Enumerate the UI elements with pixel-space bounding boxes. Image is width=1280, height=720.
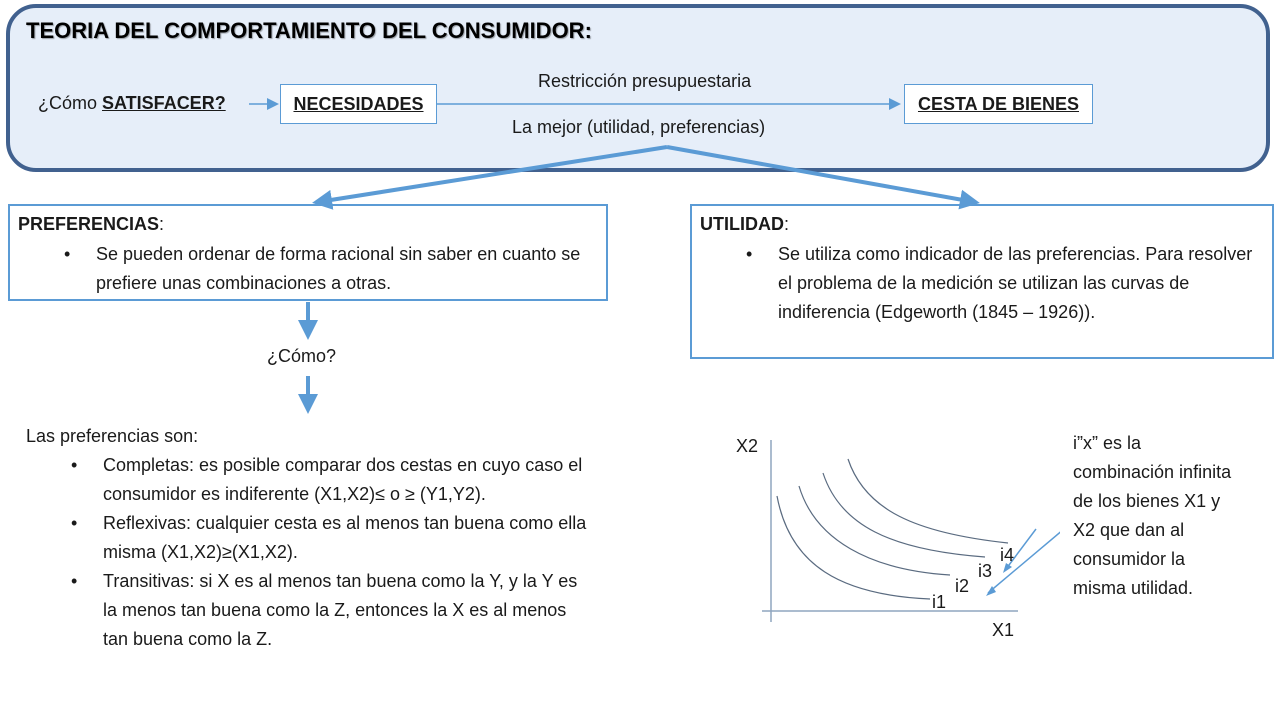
preferences-bullet: • Se pueden ordenar de forma racional sin saber en cuanto se prefiere unas combinaciones a otras. xyxy=(96,240,601,298)
main-title: TEORIA DEL COMPORTAMIENTO DEL CONSUMIDOR: xyxy=(26,18,592,43)
utility-bullets xyxy=(778,240,1253,327)
indifference-curve-i3 xyxy=(823,473,985,557)
curve-label-i2: i2 xyxy=(955,576,970,596)
utility-title-text: UTILIDAD xyxy=(700,214,784,234)
preferences-intro: Las preferencias son: xyxy=(26,426,199,446)
graph-y-label: X2 xyxy=(736,436,759,456)
utility-bullet: • Se utiliza como indicador de las preferencias. Para resolver el problema de la medición se utilizan las curvas de indiferencia (Edgeworth (1845 – 1926)). xyxy=(778,240,1253,327)
question-prefix: ¿Cómo xyxy=(38,93,103,113)
preferences-panel xyxy=(8,204,608,301)
preferences-title-suffix: : xyxy=(159,214,165,234)
preferences-title-text: PREFERENCIAS xyxy=(18,214,160,234)
question-emphasis: SATISFACER? xyxy=(102,93,226,113)
basket-box: CESTA DE BIENES xyxy=(904,84,1093,124)
preferences-item-completas: • Completas: es posible comparar dos cestas en cuyo caso el consumidor es indiferente (X1,X2)≤ o ≥ (Y1,Y2). xyxy=(103,451,593,509)
question-text xyxy=(38,93,226,114)
how-label: ¿Cómo? xyxy=(267,346,337,366)
best-label: La mejor (utilidad, preferencias) xyxy=(512,117,766,137)
needs-box: NECESIDADES xyxy=(280,84,437,124)
utility-title xyxy=(700,214,789,235)
pointer-arrow-i2 xyxy=(988,529,1060,593)
indifference-graph xyxy=(730,425,1060,645)
utility-panel xyxy=(690,204,1274,359)
utility-title-suffix: : xyxy=(784,214,790,234)
graph-note: i”x” es la combinación infinita de los bienes X1 y X2 que dan al consumidor la misma utilidad. xyxy=(1073,433,1232,598)
preferences-list xyxy=(103,451,593,654)
indifference-curve-i1 xyxy=(777,496,930,599)
preferences-item-reflexivas: • Reflexivas: cualquier cesta es al menos tan buena como ella misma (X1,X2)≥(X1,X2). xyxy=(103,509,593,567)
curve-label-i3: i3 xyxy=(978,561,993,581)
preferences-title xyxy=(18,214,164,235)
curve-label-i4: i4 xyxy=(1000,545,1015,565)
preferences-bullets xyxy=(96,240,601,298)
curve-label-i1: i1 xyxy=(932,592,947,612)
restriction-label: Restricción presupuestaria xyxy=(538,71,752,91)
graph-x-label: X1 xyxy=(992,620,1015,640)
preferences-item-transitivas: • Transitivas: si X es al menos tan buena como la Y, y la Y es la menos tan buena como la Z, entonces la X es al menos tan buena como la Z. xyxy=(103,567,593,654)
